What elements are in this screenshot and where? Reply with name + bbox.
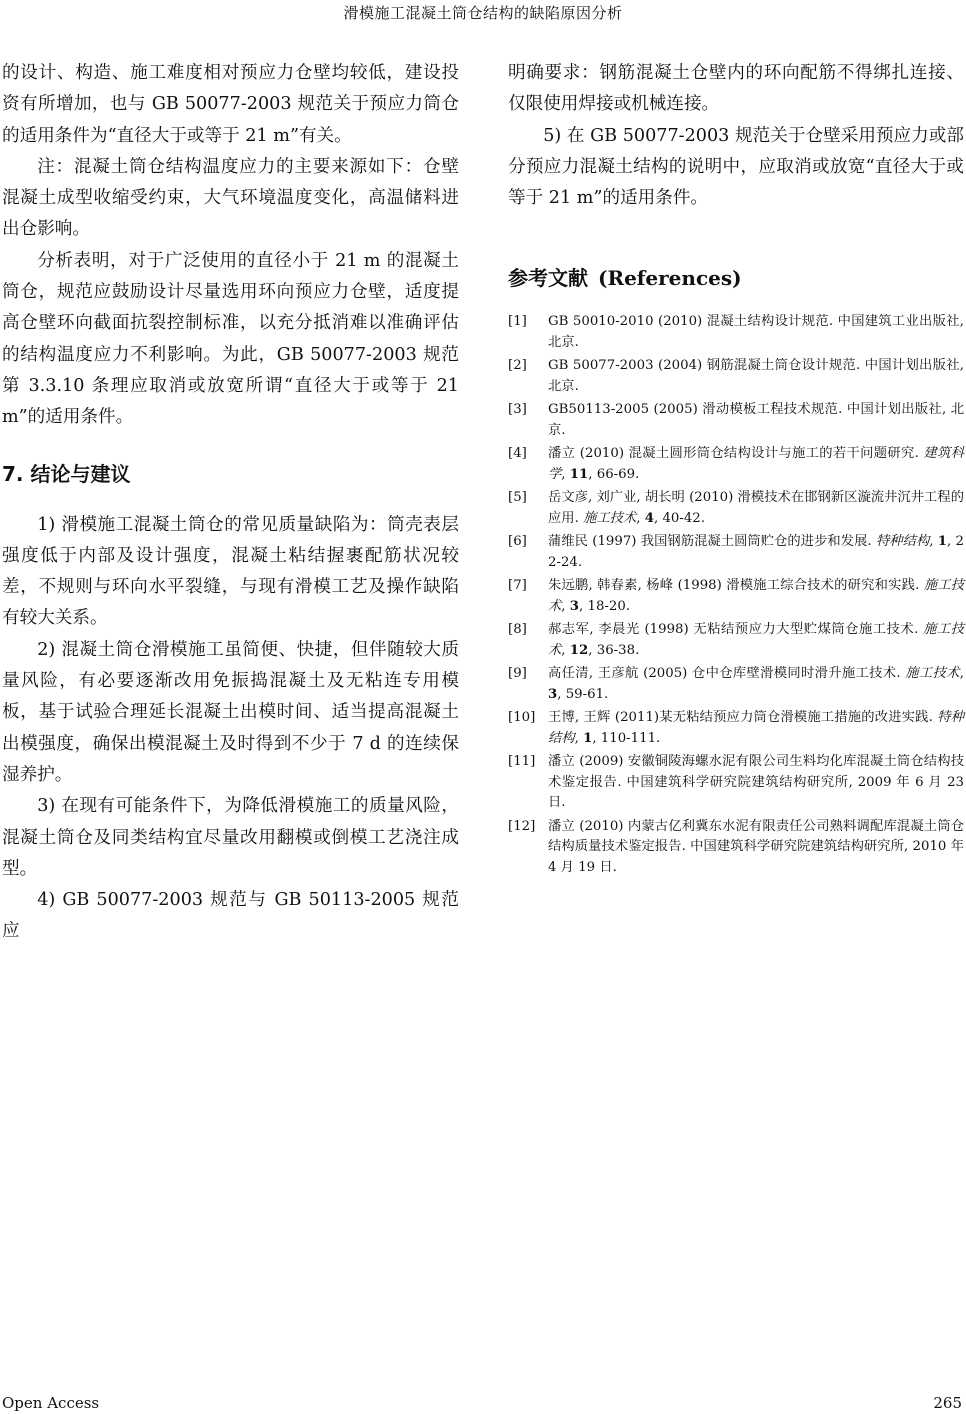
reference-journal: 特种结构 (548, 710, 964, 746)
reference-number: [11] (508, 754, 536, 770)
reference-body: 高任清, 王彦航 (2005) 仓中仓库壁滑模同时滑升施工技术. (548, 666, 906, 682)
body-paragraph: 的设计、构造、施工难度相对预应力仓壁均较低，建设投资有所增加，也与 GB 50077-2003 规范关于预应力筒仓的适用条件为“直径大于或等于 21 m”有关。 (2, 63, 459, 146)
reference-body: 郝志军, 李晨光 (1998) 无粘结预应力大型贮煤筒仓施工技术. (548, 622, 924, 638)
reference-item (508, 664, 964, 705)
reference-text (548, 312, 964, 353)
reference-item (508, 444, 964, 485)
reference-journal: 施工技术 (905, 666, 960, 682)
reference-item (508, 620, 964, 661)
reference-text (548, 576, 964, 617)
reference-journal: 特种结构 (875, 534, 930, 550)
reference-journal: 施工技术 (583, 510, 637, 526)
reference-number: [5] (508, 490, 527, 506)
references-heading-cn: 参考文献 (508, 266, 588, 291)
reference-body: 岳文彦, 刘广业, 胡长明 (2010) 滑模技术在邯钢新区漩流井沉井工程的应用. (548, 490, 964, 526)
reference-body: GB 50077-2003 (2004) 钢筋混凝土筒仓设计规范. 中国计划出版社, 北京. (548, 358, 964, 394)
reference-separator: , (561, 466, 570, 482)
conclusion-item-3: 3) 在现有可能条件下，为降低滑模施工的质量风险，混凝土筒仓及同类结构宜尽量改用翻模或倒模工艺浇注成型。 (2, 796, 459, 879)
reference-number: [2] (508, 358, 527, 374)
reference-list (508, 312, 964, 878)
reference-volume: 1 (937, 534, 948, 550)
reference-number: [12] (508, 818, 536, 834)
reference-volume: 4 (644, 510, 654, 526)
reference-body: 朱远鹏, 韩春素, 杨峰 (1998) 滑模施工综合技术的研究和实践. (548, 578, 924, 594)
reference-item (508, 817, 964, 879)
reference-separator: , (561, 598, 570, 614)
reference-volume: 11 (569, 466, 589, 482)
reference-body: 潘立 (2010) 混凝土圆形筒仓结构设计与施工的若干问题研究. (548, 446, 924, 462)
running-head: 滑模施工混凝土筒仓结构的缺陷原因分析 (343, 4, 623, 22)
left-column (2, 58, 459, 948)
page-number: 265 (933, 1394, 962, 1412)
right-column (508, 58, 964, 881)
reference-separator: , (574, 730, 584, 746)
references-heading-en: (References) (598, 266, 742, 291)
reference-number: [3] (508, 402, 527, 418)
reference-pages: , 22-24. (548, 534, 964, 570)
reference-text (548, 664, 964, 705)
reference-pages: , 66-69. (588, 466, 640, 482)
conclusion-item-1: 1) 滑模施工混凝土筒仓的常见质量缺陷为：筒壳表层强度低于内部及设计强度，混凝土粘结握裹配筋状况较差，不规则与环向水平裂缝，与现有滑模工艺及操作缺陷有较大关系。 (2, 514, 459, 629)
reference-text (548, 400, 964, 441)
footer-open-access: Open Access (2, 1394, 100, 1412)
reference-item (508, 356, 964, 397)
conclusion-item-2: 2) 混凝土筒仓滑模施工虽简便、快捷，但伴随较大质量风险，有必要逐渐改用免振捣混凝土及无粘连专用模板，基于试验合理延长混凝土出模时间、适当提高混凝土出模强度，确保出模混凝土及时得到不少于 7 d 的连续保湿养护。 (2, 639, 459, 785)
reference-pages: , 110-111. (592, 730, 661, 746)
reference-item (508, 400, 964, 441)
reference-text (548, 620, 964, 661)
reference-pages: , 36-38. (588, 642, 640, 658)
reference-number: [4] (508, 446, 527, 462)
reference-item (508, 532, 964, 573)
reference-body: GB50113-2005 (2005) 滑动模板工程技术规范. 中国计划出版社, 北京. (548, 402, 964, 438)
reference-body: 潘立 (2009) 安徽铜陵海螺水泥有限公司生料均化库混凝土筒仓结构技术鉴定报告. 中国建筑科学研究院建筑结构研究所, 2009 年 6 月 23 日. (548, 754, 964, 811)
reference-number: [9] (508, 666, 527, 682)
reference-number: [8] (508, 622, 527, 638)
reference-number: [7] (508, 578, 527, 594)
reference-separator: , (636, 510, 645, 526)
reference-text (548, 488, 964, 529)
reference-volume: 12 (569, 642, 589, 658)
reference-pages: , 40-42. (653, 510, 705, 526)
body-paragraph: 明确要求：钢筋混凝土仓壁内的环向配筋不得绑扎连接、仅限使用焊接或机械连接。 (508, 63, 964, 115)
reference-item (508, 488, 964, 529)
reference-volume: 1 (583, 730, 593, 746)
reference-item (508, 576, 964, 617)
reference-separator: , (929, 534, 938, 550)
conclusion-item-5: 5) 在 GB 50077-2003 规范关于仓壁采用预应力或部分预应力混凝土结构的说明中，应取消或放宽“直径大于或等于 21 m”的适用条件。 (508, 125, 964, 209)
section-heading-conclusions: 7. 结论与建议 (2, 461, 131, 486)
reference-volume: 3 (548, 686, 558, 702)
reference-journal: 建筑科学 (548, 446, 964, 482)
reference-text (548, 356, 964, 397)
page-footer (2, 1394, 962, 1412)
reference-item (508, 708, 964, 749)
reference-volume: 3 (569, 598, 580, 614)
reference-pages: , 59-61. (557, 686, 609, 702)
reference-body: 蒲维民 (1997) 我国钢筋混凝土圆筒贮仓的进步和发展. (548, 534, 876, 550)
reference-pages: , 18-20. (579, 598, 631, 614)
reference-item (508, 752, 964, 814)
reference-text (548, 532, 964, 573)
references-heading (508, 264, 964, 292)
note-paragraph: 注：混凝土筒仓结构温度应力的主要来源如下：仓壁混凝土成型收缩受约束，大气环境温度变化，高温储料进出仓影响。 (2, 156, 459, 240)
body-paragraph: 分析表明，对于广泛使用的直径小于 21 m 的混凝土筒仓，规范应鼓励设计尽量选用环向预应力仓壁，适度提高仓壁环向截面抗裂控制标准，以充分抵消难以准确评估的结构温度应力不利影响。为此，GB 50077-2003 规范第 3.3.10 条理应取消或放宽所谓“直径大于或等于 21 m”的适用条件。 (2, 250, 459, 428)
reference-text (548, 817, 964, 879)
reference-body: GB 50010-2010 (2010) 混凝土结构设计规范. 中国建筑工业出版社, 北京. (548, 314, 964, 350)
reference-number: [10] (508, 710, 536, 726)
conclusion-item-4: 4) GB 50077-2003 规范与 GB 50113-2005 规范应 (2, 890, 459, 942)
reference-text (548, 444, 964, 485)
reference-text (548, 752, 964, 814)
reference-text (548, 708, 964, 749)
reference-journal: 施工技术 (548, 622, 964, 658)
reference-separator: , (561, 642, 570, 658)
reference-body: 王博, 王辉 (2011)某无粘结预应力筒仓滑模施工措施的改进实践. (548, 710, 938, 726)
reference-separator: , (959, 666, 965, 682)
reference-number: [1] (508, 314, 527, 330)
reference-body: 潘立 (2010) 内蒙古亿利冀东水泥有限责任公司熟料调配库混凝土筒仓结构质量技术鉴定报告. 中国建筑科学研究院建筑结构研究所, 2010 年 4 月 19 日. (548, 818, 964, 875)
reference-number: [6] (508, 534, 527, 550)
reference-item (508, 312, 964, 353)
reference-journal: 施工技术 (548, 578, 965, 614)
